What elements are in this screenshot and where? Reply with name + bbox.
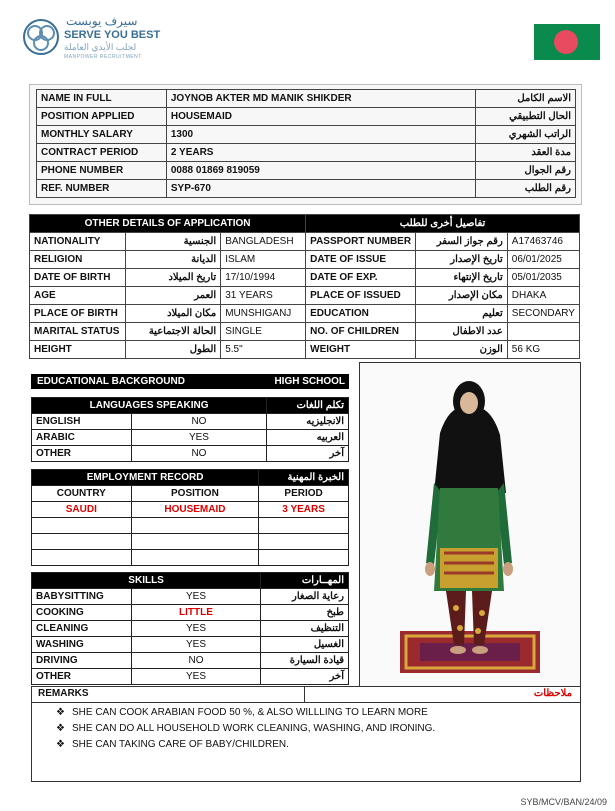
skill-name-ar: رعاية الصغار <box>261 589 349 605</box>
applicant-photo <box>359 362 581 687</box>
employment-row-empty <box>32 518 349 534</box>
skill-value: YES <box>131 669 260 685</box>
personal-field-value: JOYNOB AKTER MD MANIK SHIKDER <box>166 90 475 108</box>
language-name-ar: العربيه <box>267 430 349 446</box>
personal-field-label: POSITION APPLIED <box>37 108 167 126</box>
language-row <box>32 446 349 462</box>
language-name-ar: آخر <box>267 446 349 462</box>
detail-label-ar: تاريخ الإنتهاء <box>416 269 508 287</box>
remark-bullet-icon: ❖ <box>56 739 65 750</box>
language-name: ENGLISH <box>32 414 132 430</box>
skill-name-ar: قيادة السيارة <box>261 653 349 669</box>
employment-position: HOUSEMAID <box>131 502 259 518</box>
detail-label-ar: العمر <box>125 287 220 305</box>
detail-label-ar: تاريخ الإصدار <box>416 251 508 269</box>
detail-row <box>30 269 580 287</box>
detail-value: 17/10/1994 <box>221 269 306 287</box>
personal-field-value: 2 YEARS <box>166 144 475 162</box>
skill-name-ar: آخر <box>261 669 349 685</box>
detail-row <box>30 305 580 323</box>
remarks-title: REMARKS <box>38 688 89 699</box>
detail-row <box>30 341 580 359</box>
skill-name: BABYSITTING <box>32 589 132 605</box>
remark-bullet-icon: ❖ <box>56 723 65 734</box>
personal-info-row <box>37 90 576 108</box>
company-logo-icon <box>22 18 60 56</box>
personal-field-label: NAME IN FULL <box>37 90 167 108</box>
personal-field-label: CONTRACT PERIOD <box>37 144 167 162</box>
detail-label-ar: الجنسية <box>125 233 220 251</box>
personal-field-label-ar: الحال التطبيقي <box>476 108 576 126</box>
skill-row <box>32 621 349 637</box>
employment-cell-empty <box>32 518 132 534</box>
detail-label: DATE OF ISSUE <box>306 251 416 269</box>
remarks-header <box>32 687 580 703</box>
personal-field-label-ar: رقم الطلب <box>476 180 576 198</box>
employment-col-country: COUNTRY <box>32 486 132 502</box>
personal-field-label-ar: الراتب الشهري <box>476 126 576 144</box>
detail-value: ISLAM <box>221 251 306 269</box>
flag-disc <box>554 30 578 54</box>
detail-label: MARITAL STATUS <box>30 323 126 341</box>
document-reference-code: SYB/MCV/BAN/24/09 <box>520 797 607 807</box>
logo-arabic-text: سيرف يوبست <box>66 14 138 28</box>
detail-row <box>30 287 580 305</box>
skill-value: YES <box>131 637 260 653</box>
skill-name-ar: الغسيل <box>261 637 349 653</box>
personal-info-row <box>37 144 576 162</box>
languages-title: LANGUAGES SPEAKING <box>32 398 267 414</box>
detail-value: BANGLADESH <box>221 233 306 251</box>
personal-field-label-ar: الاسم الكامل <box>476 90 576 108</box>
detail-label-ar: الحالة الاجتماعية <box>125 323 220 341</box>
detail-label-ar: مكان الإصدار <box>416 287 508 305</box>
detail-value: SINGLE <box>221 323 306 341</box>
detail-label-ar: تاريخ الميلاد <box>125 269 220 287</box>
skills-title: SKILLS <box>32 573 261 589</box>
bangladesh-flag-icon <box>534 24 600 60</box>
detail-label: PLACE OF ISSUED <box>306 287 416 305</box>
logo-arabic-subtitle: لجلب الأيدي العاملة <box>64 42 137 52</box>
remark-item <box>56 707 428 718</box>
skill-name: WASHING <box>32 637 132 653</box>
skill-name-ar: التنظيف <box>261 621 349 637</box>
personal-info-row <box>37 162 576 180</box>
skill-row <box>32 653 349 669</box>
other-details-title-ar: تفاصيل أخرى للطلب <box>306 215 580 233</box>
skill-row <box>32 637 349 653</box>
language-row <box>32 430 349 446</box>
detail-value <box>507 323 579 341</box>
other-details-title: OTHER DETAILS OF APPLICATION <box>30 215 306 233</box>
detail-label: HEIGHT <box>30 341 126 359</box>
employment-table <box>31 469 349 566</box>
employment-col-period: PERIOD <box>259 486 349 502</box>
personal-info-table <box>36 89 576 198</box>
detail-value: DHAKA <box>507 287 579 305</box>
skill-row <box>32 669 349 685</box>
detail-value: 5.5" <box>221 341 306 359</box>
personal-field-label: REF. NUMBER <box>37 180 167 198</box>
language-value: NO <box>131 414 266 430</box>
detail-label-ar: مكان الميلاد <box>125 305 220 323</box>
other-details-table <box>29 214 580 359</box>
language-row <box>32 414 349 430</box>
personal-field-label-ar: رقم الجوال <box>476 162 576 180</box>
skill-name: OTHER <box>32 669 132 685</box>
skill-value: LITTLE <box>131 605 260 621</box>
personal-field-label-ar: مدة العقد <box>476 144 576 162</box>
detail-row <box>30 233 580 251</box>
detail-label: EDUCATION <box>306 305 416 323</box>
employment-row-empty <box>32 534 349 550</box>
remark-text: SHE CAN DO ALL HOUSEHOLD WORK CLEANING, WASHING, AND IRONING. <box>72 723 436 734</box>
applicant-photo-illustration <box>360 363 580 686</box>
skill-row <box>32 605 349 621</box>
employment-cell-empty <box>32 534 132 550</box>
employment-cell-empty <box>131 518 259 534</box>
detail-label: RELIGION <box>30 251 126 269</box>
detail-label: DATE OF EXP. <box>306 269 416 287</box>
detail-label-ar: الطول <box>125 341 220 359</box>
personal-field-value: 0088 01869 819059 <box>166 162 475 180</box>
personal-field-value: SYP-670 <box>166 180 475 198</box>
logo-tagline: MANPOWER RECRUITMENT <box>64 54 142 60</box>
employment-row <box>32 502 349 518</box>
language-name-ar: الانجليزيه <box>267 414 349 430</box>
remark-text: SHE CAN TAKING CARE OF BABY/CHILDREN. <box>72 739 289 750</box>
personal-field-label: MONTHLY SALARY <box>37 126 167 144</box>
employment-cell-empty <box>32 550 132 566</box>
personal-info-row <box>37 108 576 126</box>
personal-info-row <box>37 126 576 144</box>
skill-name: COOKING <box>32 605 132 621</box>
education-bar <box>31 374 349 389</box>
detail-label: AGE <box>30 287 126 305</box>
detail-row <box>30 323 580 341</box>
detail-label-ar: عدد الاطفال <box>416 323 508 341</box>
employment-cell-empty <box>259 534 349 550</box>
language-name: ARABIC <box>32 430 132 446</box>
detail-label: WEIGHT <box>306 341 416 359</box>
detail-label: NATIONALITY <box>30 233 126 251</box>
employment-col-position: POSITION <box>131 486 259 502</box>
languages-table <box>31 397 349 462</box>
employment-period: 3 YEARS <box>259 502 349 518</box>
detail-label-ar: الديانة <box>125 251 220 269</box>
language-name: OTHER <box>32 446 132 462</box>
remark-bullet-icon: ❖ <box>56 707 65 718</box>
detail-value: MUNSHIGANJ <box>221 305 306 323</box>
language-value: NO <box>131 446 266 462</box>
detail-label: PASSPORT NUMBER <box>306 233 416 251</box>
detail-label-ar: الوزن <box>416 341 508 359</box>
skill-name: CLEANING <box>32 621 132 637</box>
skill-name: DRIVING <box>32 653 132 669</box>
detail-label-ar: تعليم <box>416 305 508 323</box>
employment-cell-empty <box>131 550 259 566</box>
detail-value: SECONDARY <box>507 305 579 323</box>
remarks-section <box>31 686 581 782</box>
remark-item <box>56 739 289 750</box>
remark-item <box>56 723 435 734</box>
personal-field-value: HOUSEMAID <box>166 108 475 126</box>
skills-title-ar: المهــارات <box>261 573 349 589</box>
education-value: HIGH SCHOOL <box>274 376 345 387</box>
detail-value: 06/01/2025 <box>507 251 579 269</box>
employment-cell-empty <box>259 518 349 534</box>
detail-value: A17463746 <box>507 233 579 251</box>
education-label: EDUCATIONAL BACKGROUND <box>37 376 185 387</box>
detail-row <box>30 251 580 269</box>
employment-country: SAUDI <box>32 502 132 518</box>
detail-value: 05/01/2035 <box>507 269 579 287</box>
employment-title-ar: الخبرة المهنية <box>259 470 349 486</box>
personal-field-value: 1300 <box>166 126 475 144</box>
detail-label: NO. OF CHILDREN <box>306 323 416 341</box>
detail-value: 31 YEARS <box>221 287 306 305</box>
personal-info-row <box>37 180 576 198</box>
remarks-divider <box>304 687 305 702</box>
skill-value: YES <box>131 621 260 637</box>
skill-row <box>32 589 349 605</box>
skill-value: NO <box>131 653 260 669</box>
skill-value: YES <box>131 589 260 605</box>
detail-label: PLACE OF BIRTH <box>30 305 126 323</box>
skills-table <box>31 572 349 685</box>
skill-name-ar: طبخ <box>261 605 349 621</box>
logo-english-text: SERVE YOU BEST <box>64 29 161 41</box>
languages-title-ar: تكلم اللغات <box>267 398 349 414</box>
detail-label: DATE OF BIRTH <box>30 269 126 287</box>
remarks-title-ar: ملاحظات <box>533 688 572 699</box>
employment-cell-empty <box>131 534 259 550</box>
detail-value: 56 KG <box>507 341 579 359</box>
language-value: YES <box>131 430 266 446</box>
remark-text: SHE CAN COOK ARABIAN FOOD 50 %, & ALSO WILLLING TO LEARN MORE <box>72 707 428 718</box>
employment-cell-empty <box>259 550 349 566</box>
detail-label-ar: رقم جواز السفر <box>416 233 508 251</box>
employment-title: EMPLOYMENT RECORD <box>32 470 259 486</box>
employment-row-empty <box>32 550 349 566</box>
personal-field-label: PHONE NUMBER <box>37 162 167 180</box>
